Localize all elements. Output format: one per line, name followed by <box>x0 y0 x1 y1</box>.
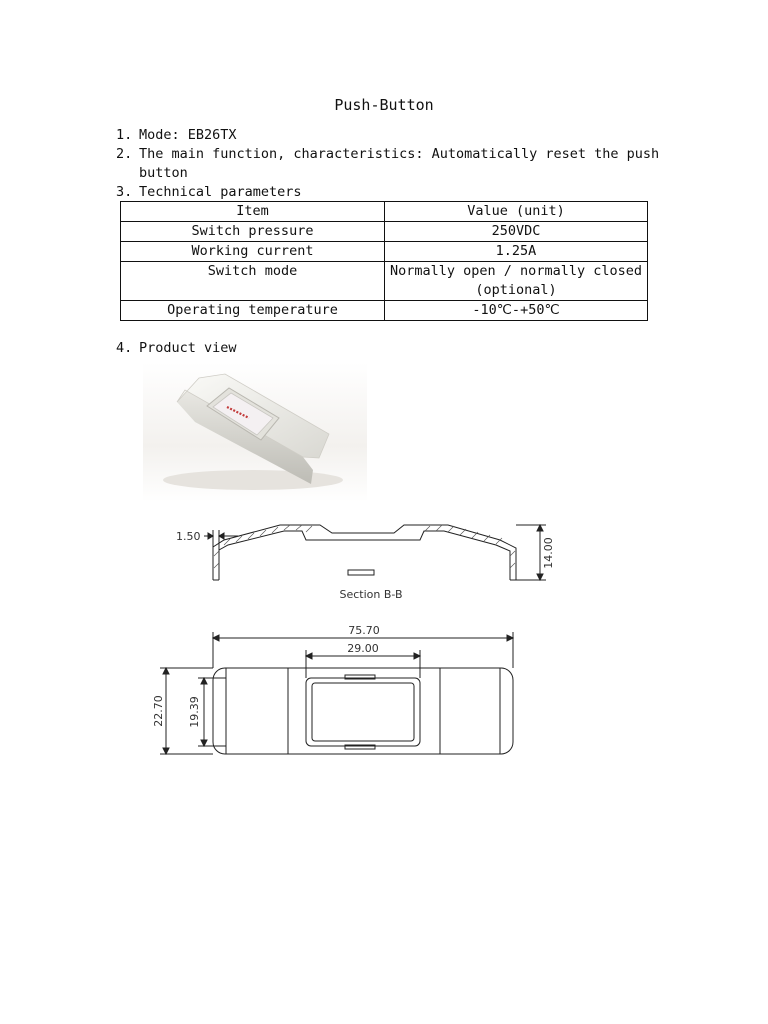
dim-label-width: 22.70 <box>152 695 165 727</box>
list-text: Technical parameters <box>139 184 302 200</box>
dim-label-wall: 1.50 <box>176 530 201 543</box>
table-cell: 250VDC <box>385 222 648 242</box>
header-item: Item <box>121 202 385 222</box>
table-cell: Working current <box>121 242 385 262</box>
list-text: Product view <box>139 340 237 356</box>
dim-label-inner: 19.39 <box>188 696 201 728</box>
list-number: 2. <box>116 146 133 162</box>
section-outline <box>213 525 516 580</box>
table-cell: Switch mode <box>121 262 385 301</box>
list-number: 1. <box>116 127 133 143</box>
top-view-button <box>306 678 420 746</box>
table-cell: Switch pressure <box>121 222 385 242</box>
header-value: Value (unit) <box>385 202 648 222</box>
table-cell: Operating temperature <box>121 301 385 321</box>
page-title: Push-Button <box>334 96 434 114</box>
dim-label-button: 29.00 <box>347 642 379 655</box>
section-slot <box>348 570 374 575</box>
list-text-continued: button <box>139 165 188 181</box>
table-cell: 1.25A <box>385 242 648 262</box>
section-caption: Section B-B <box>339 588 403 601</box>
list-text: The main function, characteristics: Automatically reset the push <box>139 146 660 162</box>
section-inner-outline <box>219 531 510 580</box>
list-text: Mode: EB26TX <box>139 127 237 143</box>
dim-label-height: 14.00 <box>542 537 555 569</box>
table-cell: -10℃-+50℃ <box>385 301 648 321</box>
dim-label-length: 75.70 <box>348 624 380 637</box>
list-number: 3. <box>116 184 133 200</box>
table-cell-line: (optional) <box>475 282 557 298</box>
table-cell-line: Normally open / normally closed <box>390 263 642 279</box>
list-number: 4. <box>116 340 133 356</box>
